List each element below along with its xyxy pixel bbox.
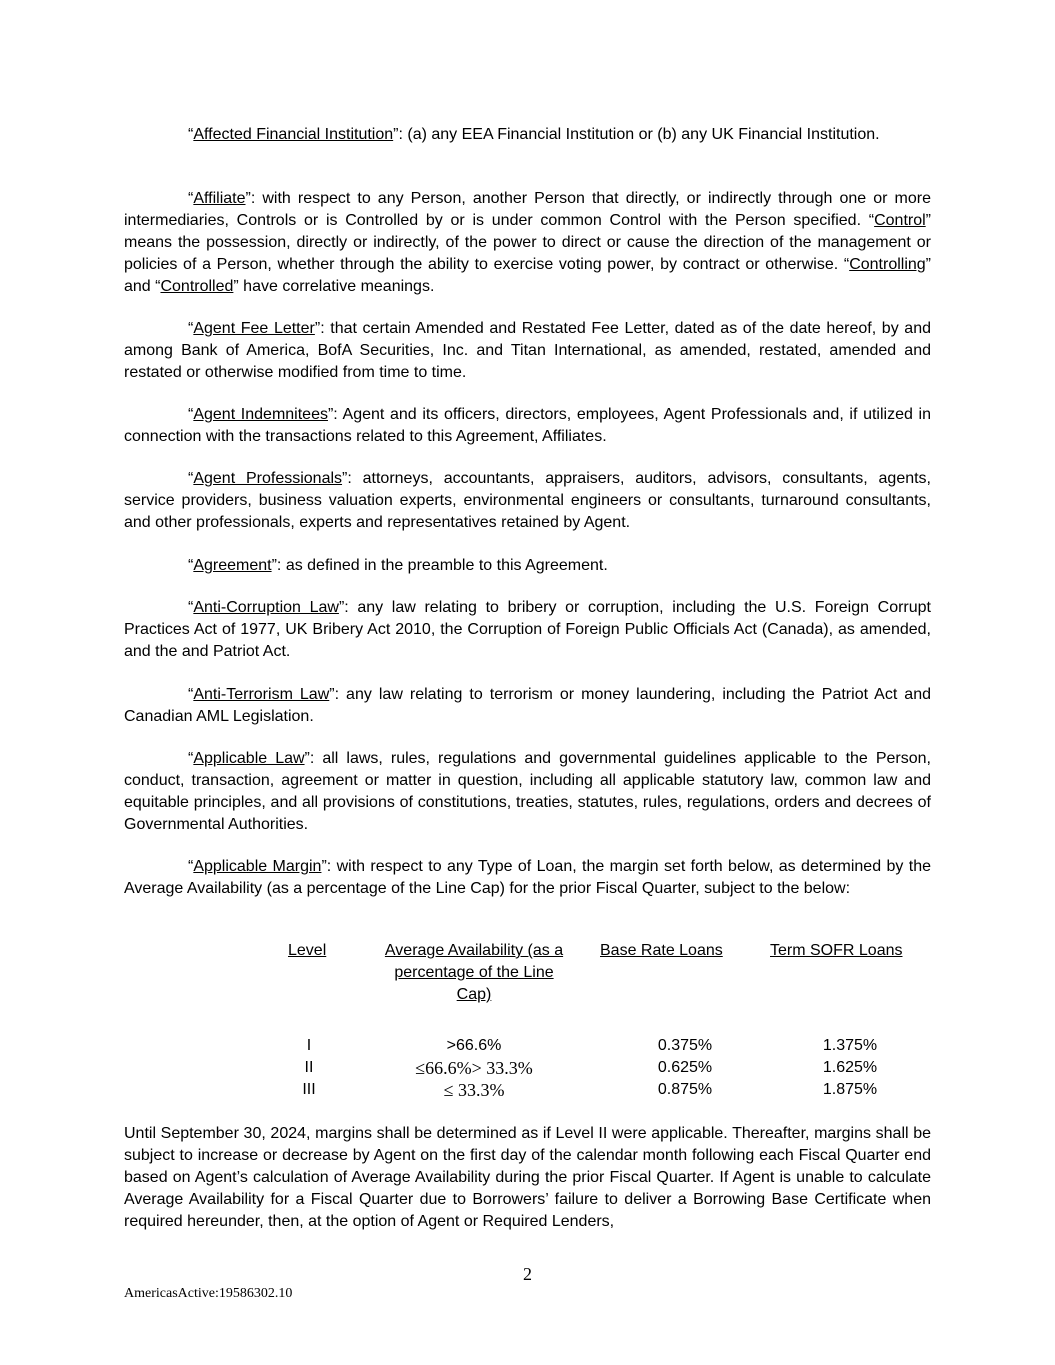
- defined-term: Affected Financial Institution: [193, 126, 394, 143]
- table-cell-term-sofr: 1.375%: [822, 1037, 878, 1054]
- table-cell-term-sofr: 1.875%: [822, 1081, 878, 1098]
- table-cell-level: I: [306, 1037, 312, 1054]
- defined-term: Anti-Terrorism Law: [193, 686, 330, 703]
- definition-applicable-margin: “Applicable Margin”: with respect to any Type of Loan, the margin set forth below, as determined by the Average Availability (as a percentage of the Line Cap) for the prior Fiscal Quarter, subject to the below:: [124, 858, 931, 897]
- defined-term: Applicable Law: [193, 750, 305, 767]
- definition-anti-corruption-law: “Anti-Corruption Law”: any law relating to bribery or corruption, including the U.S. Foreign Corrupt Practices Act of 1977, UK Bribery Act 2010, the Corruption of Foreign Public Officials Act (Canada), as amended, and the and Patriot Act.: [124, 599, 931, 660]
- table-cell-level: III: [302, 1081, 316, 1098]
- applicable-margin-table: [270, 940, 930, 1101]
- table-cell-term-sofr: 1.625%: [822, 1059, 878, 1076]
- defined-term: Controlling: [849, 256, 926, 273]
- table-cell-base-rate: 0.625%: [657, 1059, 713, 1076]
- table-cell-availability: >66.6%: [446, 1037, 502, 1054]
- document-id: AmericasActive:19586302.10: [124, 1286, 293, 1301]
- table-cell-level: II: [304, 1059, 314, 1076]
- defined-term: Agent Indemnitees: [193, 406, 328, 423]
- table-header-row: [270, 940, 930, 1006]
- table-row: [270, 1035, 930, 1057]
- table-row: [270, 1079, 930, 1101]
- defined-term: Affiliate: [193, 190, 246, 207]
- table-header-level: Level: [288, 942, 327, 959]
- defined-term: Anti-Corruption Law: [193, 599, 339, 616]
- table-row: [270, 1057, 930, 1079]
- table-cell-availability: ≤66.6%> 33.3%: [415, 1058, 533, 1078]
- defined-term: Agent Professionals: [193, 470, 343, 487]
- table-cell-base-rate: 0.375%: [657, 1037, 713, 1054]
- definition-agent-fee-letter: “Agent Fee Letter”: that certain Amended and Restated Fee Letter, dated as of the date hereof, by and among Bank of America, BofA Securities, Inc. and Titan International, as amended, restated, amended and restated or otherwise modified from time to time.: [124, 320, 932, 381]
- table-header-average-availability: Average Availability (as a percentage of the Line Cap): [384, 942, 564, 1003]
- table-header-base-rate-loans: Base Rate Loans: [600, 942, 723, 959]
- defined-term: Controlled: [160, 278, 234, 295]
- definition-anti-terrorism-law: “Anti-Terrorism Law”: any law relating to terrorism or money laundering, including the Patriot Act and Canadian AML Legislation.: [124, 686, 931, 725]
- definition-affected-financial-institution: “Affected Financial Institution”: (a) any EEA Financial Institution or (b) any UK Financial Institution.: [188, 126, 880, 143]
- margin-closing-paragraph: Until September 30, 2024, margins shall be determined as if Level II were applicable. Thereafter, margins shall be subject to increase or decrease by Agent on the first day of the calendar month following each Fiscal Quarter end based on Agent’s calculation of Average Availability during the prior Fiscal Quarter. If Agent is unable to calculate Average Availability for a Fiscal Quarter due to Borrowers’ failure to deliver a Borrowing Base Certificate when required hereunder, then, at the option of Agent or Required Lenders,: [124, 1125, 931, 1230]
- table-cell-base-rate: 0.875%: [657, 1081, 713, 1098]
- defined-term: Agreement: [193, 557, 272, 574]
- definition-agent-professionals: “Agent Professionals”: attorneys, accountants, appraisers, auditors, advisors, consultants, agents, service providers, business valuation experts, environmental engineers or consultants, turnaround consultants, and other professionals, experts and representatives retained by Agent.: [124, 470, 932, 531]
- definition-applicable-law: “Applicable Law”: all laws, rules, regulations and governmental guidelines applicable to the Person, conduct, transaction, agreement or matter in question, including all applicable statutory law, common law and equitable principles, and all provisions of constitutions, treaties, statutes, rules, regulations, orders and decrees of Governmental Authorities.: [124, 750, 931, 833]
- definition-agreement: “Agreement”: as defined in the preamble to this Agreement.: [188, 557, 608, 574]
- definition-affiliate: “Affiliate”: with respect to any Person, another Person that directly, or indirectly through one or more intermediaries, Controls or is Controlled by or is under common Control with the Person specified. “Control” means the possession, directly or indirectly, of the power to direct or cause the direction of the management or policies of a Person, whether through the ability to exercise voting power, by contract or otherwise. “Controlling” and “Controlled” have correlative meanings.: [124, 190, 931, 295]
- defined-term: Control: [874, 212, 926, 229]
- defined-term: Applicable Margin: [193, 858, 322, 875]
- defined-term: Agent Fee Letter: [193, 320, 315, 337]
- table-header-term-sofr-loans: Term SOFR Loans: [770, 942, 903, 959]
- page-number: 2: [523, 1264, 532, 1284]
- table-cell-availability: ≤ 33.3%: [443, 1080, 505, 1100]
- definition-agent-indemnitees: “Agent Indemnitees”: Agent and its officers, directors, employees, Agent Professionals and, if utilized in connection with the transactions related to this Agreement, Affiliates.: [124, 406, 931, 445]
